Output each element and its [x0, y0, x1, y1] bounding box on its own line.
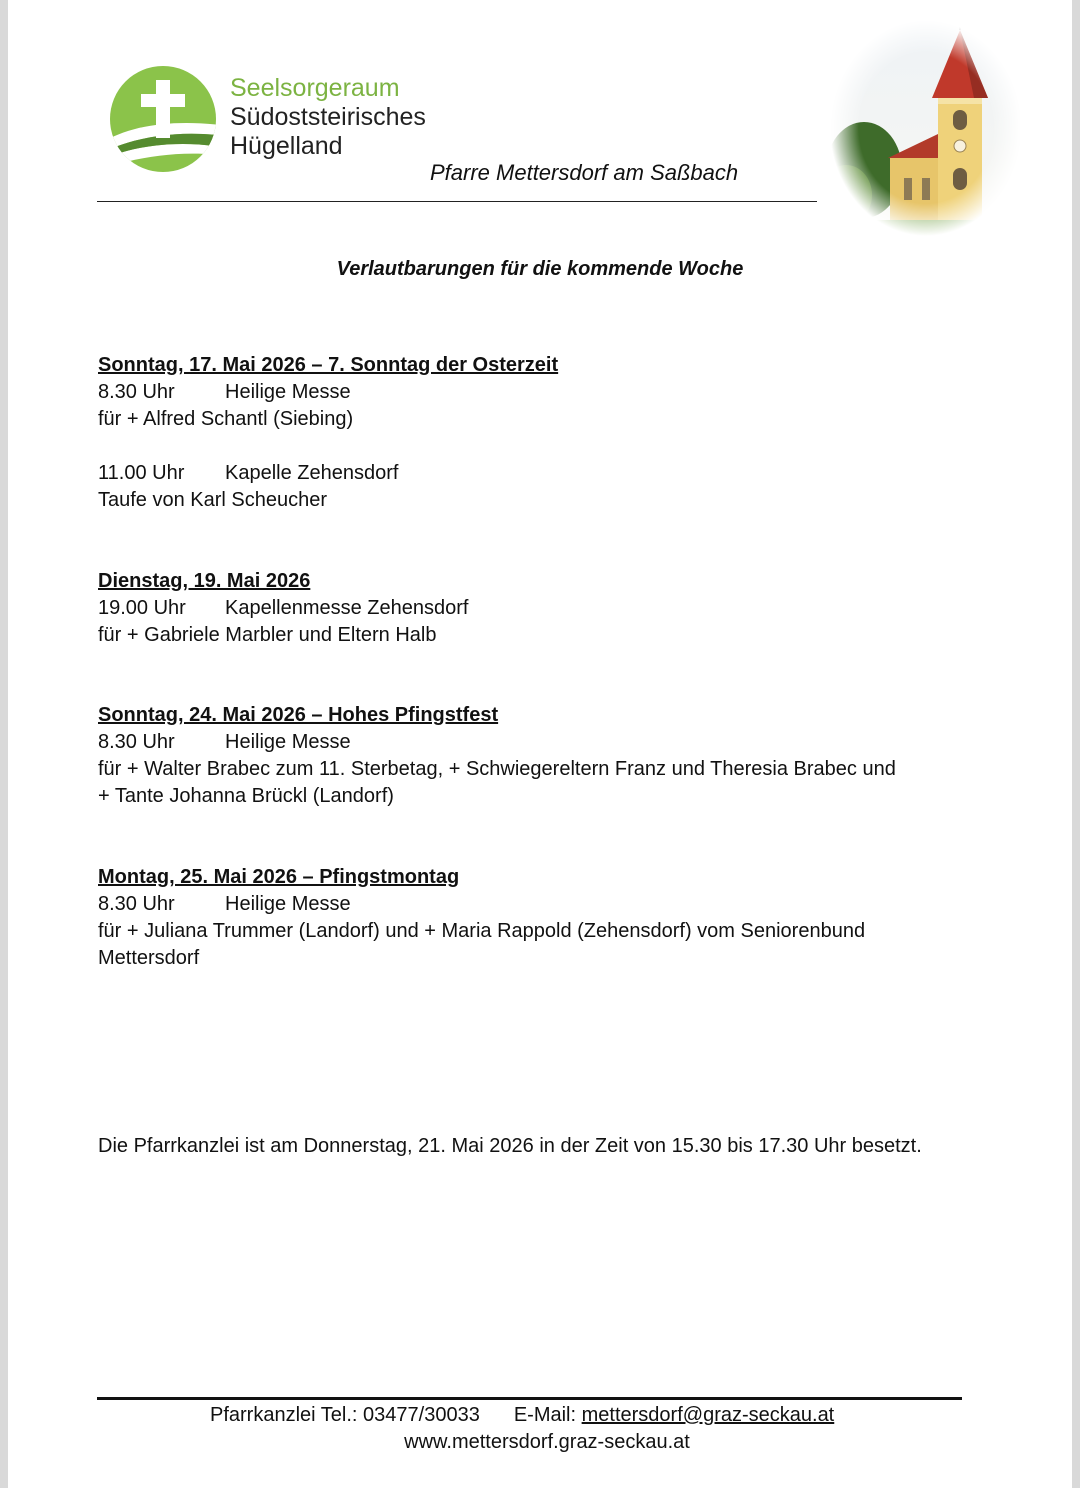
- section-heading: Sonntag, 17. Mai 2026 – 7. Sonntag der Osterzeit: [98, 354, 559, 376]
- service-line: [98, 379, 998, 406]
- service-intention: für + Walter Brabec zum 11. Sterbetag, + Schwiegereltern Franz und Theresia Brabec und: [98, 758, 896, 780]
- church-photo: [826, 10, 1020, 236]
- announcements: [98, 352, 998, 972]
- service-intention: für + Alfred Schantl (Siebing): [98, 408, 354, 430]
- logo-line-huegelland: Hügelland: [230, 132, 343, 160]
- footer-divider: [97, 1397, 962, 1400]
- footer-website[interactable]: www.mettersdorf.graz-seckau.at: [404, 1431, 690, 1453]
- service-time: 11.00 Uhr: [98, 462, 185, 484]
- header-divider: [97, 201, 817, 202]
- footer-phone: Pfarrkanzlei Tel.: 03477/30033: [210, 1404, 480, 1426]
- service-intention: für + Juliana Trummer (Landorf) und + Maria Rappold (Zehensdorf) vom Seniorenbund: [98, 920, 866, 942]
- service-line: [98, 595, 998, 622]
- service-line: [98, 729, 998, 756]
- section-tuesday-19-may: [98, 568, 998, 649]
- service-intention-cont: + Tante Johanna Brückl (Landorf): [98, 785, 394, 807]
- logo-text: [230, 74, 426, 161]
- service-intention-cont: Mettersdorf: [98, 947, 200, 969]
- page-edge-left: [0, 0, 8, 1488]
- service-event: Kapelle Zehensdorf: [225, 462, 399, 484]
- page-edge-right: [1072, 0, 1080, 1488]
- section-sunday-17-may: [98, 352, 998, 514]
- logo-line-region: Südoststeirisches: [230, 103, 426, 131]
- section-heading: Montag, 25. Mai 2026 – Pfingstmontag: [98, 866, 460, 888]
- spacer: [98, 649, 998, 702]
- footer-contact: [210, 1402, 834, 1429]
- service-time: 8.30 Uhr: [98, 381, 175, 403]
- spacer: [98, 433, 998, 460]
- service-intention: für + Gabriele Marbler und Eltern Halb: [98, 624, 437, 646]
- service-event: Kapellenmesse Zehensdorf: [225, 597, 469, 619]
- logo-line-seelsorgeraum: Seelsorgeraum: [230, 74, 400, 102]
- service-line: [98, 891, 998, 918]
- footer-email-label: E-Mail:: [513, 1404, 577, 1426]
- service-time: 8.30 Uhr: [98, 893, 175, 915]
- service-time: 19.00 Uhr: [98, 597, 186, 619]
- spacer: [98, 810, 998, 864]
- service-event: Heilige Messe: [225, 381, 351, 403]
- section-sunday-24-may: [98, 702, 998, 810]
- office-hours-note: Die Pfarrkanzlei ist am Donnerstag, 21. Mai 2026 in der Zeit von 15.30 bis 17.30 Uhr besetzt.: [98, 1135, 922, 1157]
- service-intention: Taufe von Karl Scheucher: [98, 489, 328, 511]
- document-title: Verlautbarungen für die kommende Woche: [336, 258, 744, 280]
- seelsorgeraum-logo-icon: [108, 64, 218, 174]
- service-event: Heilige Messe: [225, 893, 351, 915]
- service-event: Heilige Messe: [225, 731, 351, 753]
- service-time: 8.30 Uhr: [98, 731, 175, 753]
- service-line: [98, 460, 998, 487]
- section-heading: Sonntag, 24. Mai 2026 – Hohes Pfingstfest: [98, 704, 499, 726]
- spacer: [98, 514, 998, 568]
- parish-name: Pfarre Mettersdorf am Saßbach: [430, 160, 739, 185]
- section-heading: Dienstag, 19. Mai 2026: [98, 570, 311, 592]
- section-monday-25-may: [98, 864, 998, 972]
- footer-email-link[interactable]: mettersdorf@graz-seckau.at: [581, 1404, 835, 1426]
